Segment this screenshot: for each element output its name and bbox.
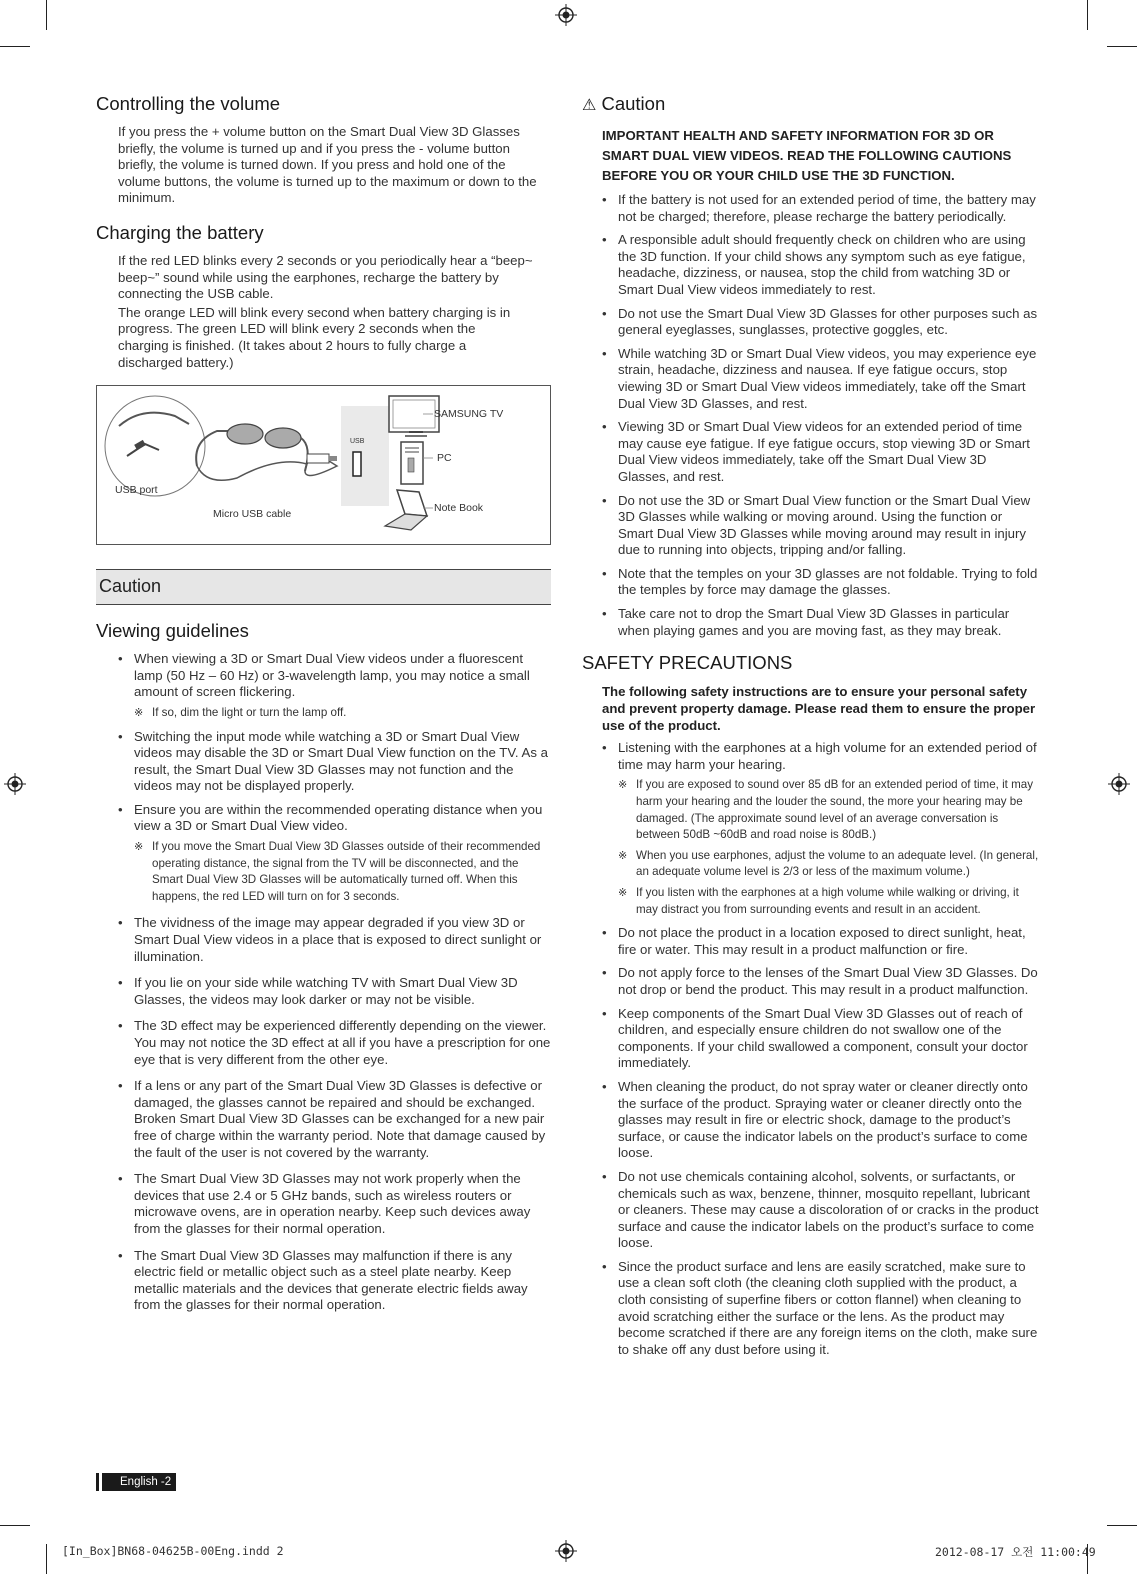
tv-icon [389, 396, 439, 436]
warning-triangle-icon: ⚠ [582, 97, 597, 114]
charging-paragraph-2: The orange LED will blink every second when battery charging is in progress. The green LED will blink every 2 seconds when the charging is finished. (It takes about 2 hours to fully charge a discharged battery.) [118, 304, 511, 370]
caution-band: Caution [96, 569, 551, 605]
usb-hub-panel [341, 406, 389, 506]
list-item: • When cleaning the product, do not spray water or cleaner directly onto the surface of the product. Spraying water or cleaner directly onto the glasses may result in fire or electric shock, damage to the product’s surface, or cause the indicator labels on the product’s surface to come loose. [602, 1079, 1040, 1162]
crop-mark [1107, 46, 1137, 47]
crop-mark [46, 1544, 47, 1574]
list-item: • The 3D effect may be experienced differently depending on the viewer. You may not notice the 3D effect at all if you have a prescription for one eye that is very different from the other eye. [118, 1018, 551, 1068]
list-item: • Take care not to drop the Smart Dual View 3D Glasses in particular when playing games and you are moving fast, as they may break. [602, 606, 1040, 639]
list-item: • Switching the input mode while watching a 3D or Smart Dual View videos may disable the 3D or Smart Dual View function on the TV. As a result, the Smart Dual View 3D Glasses may not function and the videos may not be displayed properly. [118, 729, 551, 795]
glasses-icon [196, 424, 308, 471]
registration-mark-icon [4, 773, 26, 795]
list-item: • If the battery is not used for an extended period of time, the battery may not be charged; therefore, please recharge the battery periodically. [602, 192, 1040, 225]
page-number-tab: English -2 [96, 1473, 176, 1491]
crop-mark [0, 1525, 30, 1526]
label-usb: USB [350, 438, 365, 446]
list-item: • The vividness of the image may appear degraded if you view 3D or Smart Dual View videos in a place that is exposed to direct sunlight or illumination. [118, 915, 551, 965]
registration-mark-icon [555, 1540, 577, 1562]
list-item: • If a lens or any part of the Smart Dual View 3D Glasses is defective or damaged, the glasses cannot be repaired and should be exchanged. Broken Smart Dual View 3D Glasses can be exchanged for a new pair free of charge within the warranty period. Note that damage caused by the fault of the user is not covered by the warranty. [118, 1078, 551, 1161]
section-title-safety: SAFETY PRECAUTIONS [582, 652, 793, 674]
safety-list [602, 740, 1040, 1358]
glasses-temple-detail [119, 413, 189, 426]
label-usb-port: USB port [115, 484, 158, 497]
crop-mark [46, 0, 47, 30]
section-title-caution: ⚠ Caution [582, 93, 666, 114]
pc-icon [401, 442, 423, 484]
left-column [96, 92, 551, 1321]
section-title-viewing: Viewing guidelines [96, 620, 249, 642]
label-samsung-tv: SAMSUNG TV [434, 408, 504, 421]
list-item: • Listening with the earphones at a high volume for an extended period of time may harm your hearing. ※ If you are exposed to sound over 85 dB for an extended period of time, it may harm your hearing and the louder the sound, the more your hearing may be damaged. (The approximate sound level of an average conversation is between 50dB ~60dB and road noise is 80dB.) ※ When you use earphones, adjust the volume to an adequate level. (In general, an adequate volume level is 2/3 or less of the maximum volume.) ※ If you listen with the earphones at a high volume while walking or driving, it may distract you from surrounding events and result in an accident. [602, 740, 1040, 918]
list-item: • If you lie on your side while watching TV with Smart Dual View 3D Glasses, the videos may look darker or may not be visible. [118, 975, 551, 1008]
note: ※ If you listen with the earphones at a high volume while walking or driving, it may distract you from surrounding events and result in an accident. [618, 885, 1040, 918]
registration-mark-icon [1108, 773, 1130, 795]
note: ※ If you are exposed to sound over 85 dB for an extended period of time, it may harm your hearing and the louder the sound, the more your hearing may be damaged. (The approximate sound level of an average conversation is between 50dB ~60dB and road noise is 80dB.) [618, 777, 1040, 843]
note: ※ If you move the Smart Dual View 3D Glasses outside of their recommended operating distance, the signal from the TV will be disconnected, and the Smart Dual View 3D Glasses will be automatically turned off. When this happens, the red LED will turn on for 3 seconds. [134, 839, 551, 905]
list-item: • When viewing a 3D or Smart Dual View videos under a fluorescent lamp (50 Hz – 60 Hz) or 3-wavelength lamp, you may notice a small amount of screen flickering. ※ If so, dim the light or turn the lamp off. [118, 651, 551, 721]
safety-intro: The following safety instructions are to ensure your personal safety and prevent property damage. Please read them to ensure the proper use of the product. [602, 684, 1036, 734]
list-item: • Do not place the product in a location exposed to direct sunlight, heat, fire or water. This may result in a product malfunction or fire. [602, 925, 1040, 958]
crop-mark [1107, 1525, 1137, 1526]
label-pc: PC [437, 452, 452, 465]
section-title-volume: Controlling the volume [96, 93, 281, 114]
volume-body: If you press the + volume button on the Smart Dual View 3D Glasses briefly, the volume is turned up and if you press the - volume button briefly, the volume is turned down. If you press and hold one of the volume buttons, the volume is turned up to the maximum or down to the minimum. [118, 124, 537, 206]
label-note-book: Note Book [434, 502, 484, 515]
caution-list [602, 192, 1040, 639]
right-column [582, 92, 1040, 1365]
viewing-guidelines-list [118, 651, 551, 1314]
list-item: • Keep components of the Smart Dual View 3D Glasses out of reach of children, and especially ensure children do not swallow one of the components. If your child swallowed a component, consult your doctor immediately. [602, 1006, 1040, 1072]
usb-plug-icon [307, 454, 329, 463]
registration-mark-icon [555, 4, 577, 26]
usb-plug-tip [329, 456, 337, 461]
note: ※ When you use earphones, adjust the volume to an adequate level. (In general, an adequate volume level is 2/3 or less of the maximum volume.) [618, 848, 1040, 881]
crop-mark [1087, 0, 1088, 30]
label-micro-usb-cable: Micro USB cable [213, 508, 292, 521]
list-item: • Do not apply force to the lenses of the Smart Dual View 3D Glasses. Do not drop or bend the product. This may result in a product malfunction. [602, 965, 1040, 998]
list-item: • A responsible adult should frequently check on children who are using the 3D function. If your child shows any symptom such as eye fatigue, headache, dizziness, or nausea, stop the child from watching 3D or Smart Dual View videos immediately to rest. [602, 232, 1040, 298]
list-item: • Do not use chemicals containing alcohol, solvents, or surfactants, or chemicals such as wax, benzene, thinner, mosquito repellant, lubricant or cleaners. These may cause a discoloration of or cracks in the product surface and cause the indicator labels on the product’s surface to come loose. [602, 1169, 1040, 1252]
note: ※ If so, dim the light or turn the lamp off. [134, 705, 551, 722]
list-item: • The Smart Dual View 3D Glasses may malfunction if there is any electric field or metallic object such as a steel plate nearby. Keep metallic materials and the devices that generate electric fields away from the glasses for their normal operation. [118, 1248, 551, 1314]
file-slug: [In_Box]BN68-04625B-00Eng.indd 2 [62, 1544, 284, 1558]
list-item: • Do not use the Smart Dual View 3D Glasses for other purposes such as general eyeglasses, sunglasses, protective goggles, etc. [602, 306, 1040, 339]
usb-port-plug [134, 440, 146, 450]
crop-mark [0, 46, 30, 47]
micro-usb-cable-line [197, 461, 337, 480]
date-slug: 2012-08-17 오전 11:00:49 [935, 1545, 1096, 1559]
list-item: • Note that the temples on your 3D glasses are not foldable. Trying to fold the temples by force may damage the glasses. [602, 566, 1040, 599]
list-item: • Do not use the 3D or Smart Dual View function or the Smart Dual View 3D Glasses while walking or moving around. Using the function or Smart Dual View 3D Glasses while moving around may result in injury due to running into objects, tripping and/or falling. [602, 493, 1040, 559]
zoom-circle [105, 396, 205, 496]
charging-figure [96, 385, 551, 545]
list-item: • While watching 3D or Smart Dual View videos, you may experience eye strain, headache, dizziness and nausea. If eye fatigue occurs, stop viewing 3D or Smart Dual View videos immediately, take off the Smart Dual View 3D Glasses, and rest. [602, 346, 1040, 412]
usb-socket-icon [353, 452, 361, 476]
list-item: • Viewing 3D or Smart Dual View videos for an extended period of time may cause eye fatigue. If eye fatigue occurs, stop viewing 3D or Smart Dual View videos immediately, take off the Smart Dual View 3D Glasses, and rest. [602, 419, 1040, 485]
notebook-icon [385, 490, 427, 530]
list-item: • The Smart Dual View 3D Glasses may not work properly when the devices that use 2.4 or 5 GHz bands, such as wireless routers or microwave ovens, are in operation nearby. Keep such devices away from the glasses for their normal operation. [118, 1171, 551, 1237]
section-title-charging: Charging the battery [96, 221, 264, 243]
caution-intro: IMPORTANT HEALTH AND SAFETY INFORMATION FOR 3D OR SMART DUAL VIEW VIDEOS. READ THE FOLLOWING CAUTIONS BEFORE YOU OR YOUR CHILD USE THE 3D FUNCTION. [602, 128, 1012, 183]
list-item: • Ensure you are within the recommended operating distance when you view a 3D or Smart Dual View video. ※ If you move the Smart Dual View 3D Glasses outside of their recommended operating distance, the signal from the TV will be disconnected, and the Smart Dual View 3D Glasses will be automatically turned off. When this happens, the red LED will turn on for 3 seconds. [118, 802, 551, 906]
charging-paragraph-1: If the red LED blinks every 2 seconds or you periodically hear a “beep~ beep~” sound while using the earphones, recharge the battery by connecting the USB cable. [118, 252, 533, 302]
list-item: • Since the product surface and lens are easily scratched, make sure to use a clean soft cloth (the cleaning cloth supplied with the product, a cloth consisting of superfine fibers or cotton flannel) when cleaning to avoid scratching either the surface or the lens. As the product may become scratched if there are any foreign items on the cloth, make sure to shake off any dust before using it. [602, 1259, 1040, 1359]
